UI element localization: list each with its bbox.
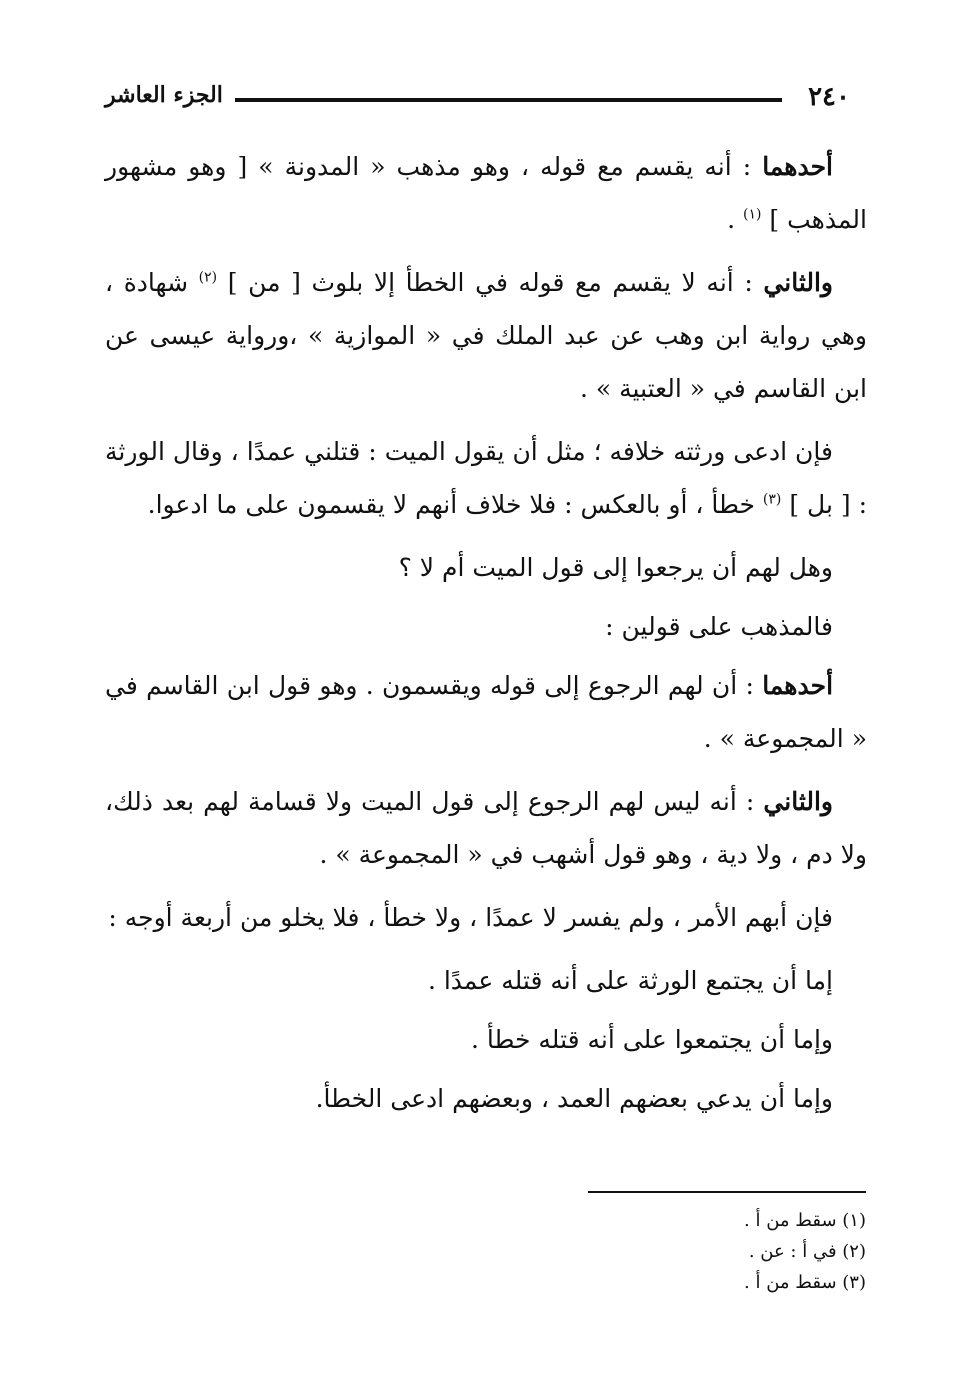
paragraph-tail: . — [727, 205, 743, 234]
paragraph-text: وهل لهم أن يرجعوا إلى قول الميت أم لا ؟ — [398, 553, 833, 582]
paragraph-text: وإما أن يجتمعوا على أنه قتله خطأ . — [470, 1025, 833, 1054]
paragraph — [105, 600, 867, 653]
footnotes — [466, 1205, 866, 1298]
paragraph — [105, 1013, 867, 1066]
footnote-ref[interactable]: (٣) — [762, 491, 782, 508]
paragraph-text: : أنه ليس لهم الرجوع إلى قول الميت ولا قسامة لهم بعد ذلك، ولا دم ، ولا دية ، وهو قول أشهب في « المجموعة » . — [105, 787, 867, 869]
paragraph-lead: والثاني — [763, 268, 833, 297]
paragraph-text: فالمذهب على قولين : — [605, 612, 833, 641]
paragraph-tail: شهادة ، وهي رواية ابن وهب عن عبد الملك في « الموازية » ،ورواية عيسى عن ابن القاسم في « العتبية » . — [105, 268, 867, 403]
paragraph-lead: أحدهما — [762, 152, 833, 181]
footnote-ref[interactable]: (١) — [743, 206, 762, 223]
paragraph-lead: أحدهما — [762, 671, 834, 700]
paragraph — [105, 659, 867, 765]
footnote: (٢) في أ : عن . — [748, 1241, 866, 1262]
paragraph-text: وإما أن يدعي بعضهم العمد ، وبعضهم ادعى الخطأ. — [315, 1084, 833, 1113]
header-rule — [235, 98, 782, 102]
page-number: ٢٤٠ — [808, 82, 850, 112]
running-title: الجزء العاشر — [105, 82, 223, 108]
paragraph — [105, 425, 867, 531]
paragraph-text: : أنه يقسم مع قوله ، وهو مذهب « المدونة » [ وهو مشهور المذهب ] — [105, 152, 867, 234]
paragraph-lead: والثاني — [763, 787, 833, 816]
paragraph-text: إما أن يجتمع الورثة على أنه قتله عمدًا . — [427, 966, 833, 995]
paragraph — [105, 1072, 867, 1125]
paragraph — [105, 775, 867, 881]
paragraph — [105, 954, 867, 1007]
footnote-ref[interactable]: (٢) — [198, 269, 218, 286]
footnote: (١) سقط من أ . — [744, 1210, 866, 1231]
paragraph — [105, 256, 867, 415]
body-text — [105, 140, 867, 1131]
paragraph-text: فإن أبهم الأمر ، ولم يفسر لا عمدًا ، ولا خطأ ، فلا يخلو من أربعة أوجه : — [108, 903, 833, 932]
paragraph-text: : أنه لا يقسم مع قوله في الخطأ إلا بلوث [ من ] — [217, 268, 764, 297]
footnote-rule — [588, 1191, 866, 1193]
paragraph — [105, 891, 867, 944]
paragraph-tail: خطأ ، أو بالعكس : فلا خلاف أنهم لا يقسمون على ما ادعوا. — [147, 490, 763, 519]
page-header — [105, 82, 850, 118]
paragraph — [105, 541, 867, 594]
paragraph — [105, 140, 867, 246]
footnote: (٣) سقط من أ . — [744, 1272, 866, 1293]
paragraph-text: : أن لهم الرجوع إلى قوله ويقسمون . وهو قول ابن القاسم في « المجموعة » . — [105, 671, 867, 753]
paragraph-text: فإن ادعى ورثته خلافه ؛ مثل أن يقول الميت : قتلني عمدًا ، وقال الورثة : [ بل ] — [105, 437, 867, 519]
